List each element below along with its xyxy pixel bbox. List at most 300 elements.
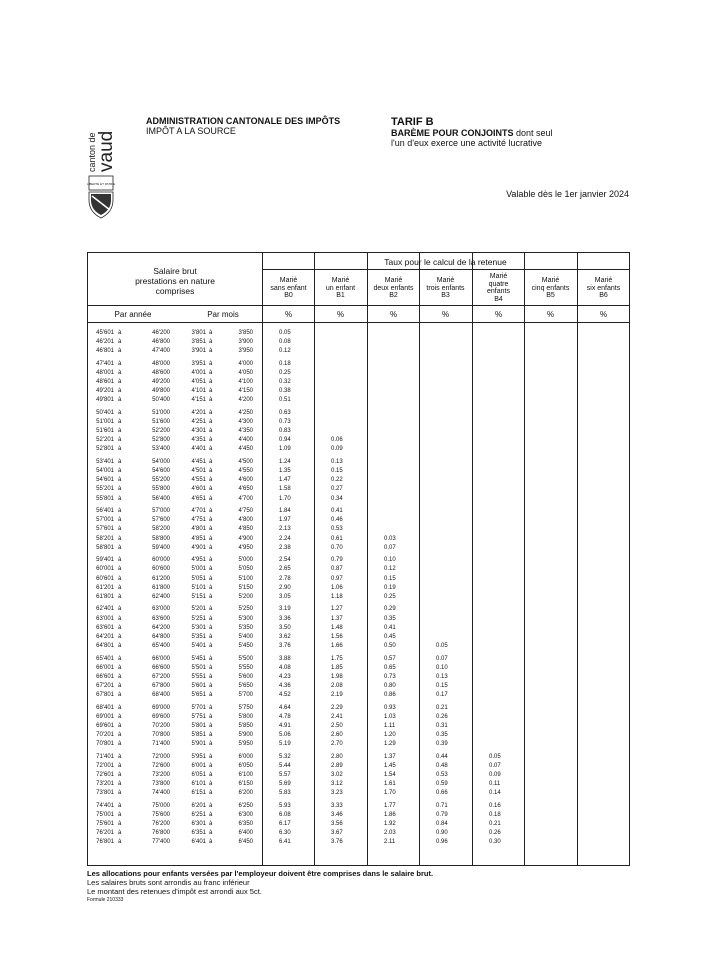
rate-cell-b0: 5.44 bbox=[279, 762, 291, 769]
table-row bbox=[88, 556, 629, 565]
monthly-salary-cell: 4'301 bbox=[191, 428, 206, 435]
column-header-line: Marié bbox=[279, 277, 298, 284]
monthly-salary-cell: 4'150 bbox=[238, 388, 253, 395]
rate-cell-b1: 0.13 bbox=[331, 459, 343, 466]
rate-cell-b4: 0.21 bbox=[489, 821, 501, 827]
table-row bbox=[88, 427, 629, 436]
range-separator: à bbox=[209, 633, 213, 640]
range-separator: à bbox=[118, 477, 122, 484]
table-row bbox=[88, 820, 629, 829]
table-row bbox=[88, 584, 629, 593]
annual-salary-cell: 73'201 bbox=[96, 781, 114, 787]
rate-cell-b3: 0.10 bbox=[436, 664, 448, 671]
annual-salary-cell: 54'001 bbox=[96, 468, 114, 475]
range-separator: à bbox=[209, 410, 213, 416]
annual-salary-cell: 55'201 bbox=[96, 486, 114, 493]
annual-salary-cell: 76'201 bbox=[96, 830, 114, 837]
column-header-line: cinq enfants bbox=[531, 284, 570, 292]
range-separator: à bbox=[118, 664, 122, 671]
annual-salary-cell: 46'800 bbox=[152, 339, 170, 346]
percent-header: % bbox=[599, 310, 608, 319]
rate-cell-b1: 2.89 bbox=[331, 762, 343, 769]
annual-salary-cell: 63'001 bbox=[96, 615, 114, 622]
table-row bbox=[88, 458, 629, 467]
rate-cell-b2: 1.45 bbox=[384, 762, 396, 769]
monthly-salary-cell: 4'451 bbox=[191, 459, 206, 466]
table-row bbox=[88, 347, 629, 356]
rate-cell-b0: 3.36 bbox=[279, 615, 291, 622]
annual-salary-cell: 75'000 bbox=[152, 802, 170, 809]
rate-cell-b0: 4.78 bbox=[279, 713, 291, 720]
annual-salary-cell: 67'201 bbox=[96, 682, 114, 689]
column-header-line: enfants bbox=[487, 288, 510, 295]
annual-salary-cell: 73'200 bbox=[152, 771, 170, 778]
annual-salary-cell: 63'000 bbox=[152, 606, 170, 613]
column-header-2 bbox=[367, 277, 420, 300]
rate-cell-b1: 0.09 bbox=[331, 446, 343, 453]
rate-cell-b3: 0.90 bbox=[436, 830, 448, 837]
annual-salary-cell: 57'001 bbox=[96, 517, 114, 524]
table-row bbox=[88, 445, 629, 454]
rate-cell-b0: 3.05 bbox=[279, 593, 291, 600]
column-header-3 bbox=[419, 277, 472, 300]
range-separator: à bbox=[118, 468, 122, 475]
annual-salary-cell: 73'801 bbox=[96, 790, 114, 797]
rate-cell-b1: 1.85 bbox=[331, 664, 343, 671]
range-separator: à bbox=[118, 691, 122, 698]
monthly-salary-cell: 4'851 bbox=[191, 535, 206, 542]
rate-cell-b2: 1.54 bbox=[384, 771, 396, 778]
footer-note-rounding-tax: Le montant des retenues d'impôt est arrondi aux 5ct. bbox=[87, 887, 262, 896]
annual-salary-cell: 58'200 bbox=[152, 526, 170, 533]
annual-salary-cell: 51'601 bbox=[96, 428, 114, 435]
range-separator: à bbox=[118, 517, 122, 524]
monthly-salary-cell: 3'850 bbox=[238, 330, 253, 336]
monthly-salary-cell: 5'500 bbox=[238, 655, 253, 662]
rate-cell-b0: 0.25 bbox=[279, 370, 291, 376]
annual-salary-cell: 64'801 bbox=[96, 642, 114, 649]
rate-cell-b2: 1.37 bbox=[384, 753, 396, 760]
range-separator: à bbox=[118, 821, 122, 827]
annual-salary-cell: 66'000 bbox=[152, 655, 170, 662]
range-separator: à bbox=[118, 722, 122, 729]
monthly-salary-cell: 4'601 bbox=[191, 486, 206, 493]
monthly-salary-cell: 5'151 bbox=[191, 593, 206, 600]
table-row bbox=[88, 691, 629, 700]
range-separator: à bbox=[209, 495, 213, 502]
range-separator: à bbox=[118, 330, 122, 336]
annual-salary-cell: 69'600 bbox=[152, 713, 170, 720]
annual-salary-cell: 58'201 bbox=[96, 535, 114, 542]
annual-salary-cell: 49'801 bbox=[96, 397, 114, 404]
table-row bbox=[88, 378, 629, 387]
annual-salary-cell: 65'400 bbox=[152, 642, 170, 649]
monthly-salary-cell: 3'901 bbox=[191, 348, 206, 355]
rate-cell-b1: 3.46 bbox=[331, 811, 343, 818]
range-separator: à bbox=[209, 370, 213, 376]
range-separator: à bbox=[118, 410, 122, 416]
annual-salary-cell: 57'000 bbox=[152, 508, 170, 515]
salary-header-line3: comprises bbox=[155, 286, 195, 296]
table-row bbox=[88, 624, 629, 633]
annual-salary-cell: 69'001 bbox=[96, 713, 114, 720]
column-header-line: quatre bbox=[488, 280, 509, 288]
logo-text-vaud: vaud bbox=[96, 130, 117, 172]
range-separator: à bbox=[209, 664, 213, 671]
annual-salary-cell: 60'001 bbox=[96, 566, 114, 573]
range-separator: à bbox=[209, 771, 213, 778]
range-separator: à bbox=[209, 584, 213, 591]
annual-salary-cell: 70'801 bbox=[96, 741, 114, 747]
monthly-salary-cell: 5'851 bbox=[191, 731, 206, 738]
monthly-salary-cell: 4'151 bbox=[191, 397, 206, 404]
rate-cell-b3: 0.05 bbox=[436, 642, 448, 649]
rate-cell-b1: 1.66 bbox=[331, 642, 343, 649]
monthly-salary-cell: 5'550 bbox=[238, 664, 253, 671]
annual-salary-cell: 58'801 bbox=[96, 544, 114, 551]
rate-cell-b1: 1.27 bbox=[331, 606, 343, 613]
monthly-salary-cell: 5'850 bbox=[238, 722, 253, 729]
rate-cell-b4: 0.05 bbox=[489, 753, 501, 760]
monthly-salary-cell: 4'350 bbox=[238, 428, 253, 435]
table-row bbox=[88, 771, 629, 780]
monthly-salary-cell: 5'100 bbox=[238, 575, 253, 582]
rate-cell-b2: 0.86 bbox=[384, 691, 396, 698]
rate-cell-b1: 2.41 bbox=[331, 713, 343, 720]
rate-cell-b0: 4.23 bbox=[279, 673, 291, 680]
annual-salary-cell: 48'600 bbox=[152, 370, 170, 376]
table-row bbox=[88, 753, 629, 762]
annual-salary-cell: 77'400 bbox=[152, 839, 170, 846]
monthly-salary-cell: 5'800 bbox=[238, 713, 253, 720]
column-header-line: un enfant bbox=[325, 284, 356, 292]
rate-cell-b0: 2.90 bbox=[279, 584, 291, 591]
monthly-salary-cell: 6'401 bbox=[191, 839, 206, 846]
range-separator: à bbox=[118, 495, 122, 502]
rate-cell-b3: 0.53 bbox=[436, 771, 448, 778]
rate-cell-b1: 2.50 bbox=[331, 722, 343, 729]
annual-salary-cell: 71'401 bbox=[96, 753, 114, 760]
range-separator: à bbox=[118, 802, 122, 809]
rate-cell-b0: 0.51 bbox=[279, 397, 291, 404]
table-row bbox=[88, 495, 629, 504]
range-separator: à bbox=[209, 781, 213, 787]
rate-cell-b0: 1.97 bbox=[279, 517, 291, 524]
rate-cell-b0: 2.78 bbox=[279, 575, 291, 582]
annual-salary-cell: 64'200 bbox=[152, 624, 170, 631]
annual-salary-cell: 57'600 bbox=[152, 517, 170, 524]
range-separator: à bbox=[209, 419, 213, 426]
annual-salary-cell: 67'200 bbox=[152, 673, 170, 680]
table-row bbox=[88, 575, 629, 584]
table-row bbox=[88, 476, 629, 485]
percent-header: % bbox=[441, 310, 450, 319]
annual-salary-cell: 51'600 bbox=[152, 419, 170, 426]
monthly-salary-cell: 6'101 bbox=[191, 781, 206, 787]
rate-cell-b2: 1.86 bbox=[384, 811, 396, 818]
rate-cell-b2: 0.10 bbox=[384, 557, 396, 564]
annual-salary-cell: 52'201 bbox=[96, 437, 114, 444]
range-separator: à bbox=[118, 762, 122, 769]
table-row bbox=[88, 360, 629, 369]
range-separator: à bbox=[209, 713, 213, 720]
monthly-salary-cell: 5'901 bbox=[191, 741, 206, 747]
range-separator: à bbox=[118, 388, 122, 395]
range-separator: à bbox=[118, 713, 122, 720]
range-separator: à bbox=[118, 397, 122, 404]
annual-salary-cell: 62'400 bbox=[152, 593, 170, 600]
range-separator: à bbox=[118, 508, 122, 515]
range-separator: à bbox=[209, 753, 213, 760]
range-separator: à bbox=[209, 673, 213, 680]
range-separator: à bbox=[118, 731, 122, 738]
monthly-salary-cell: 5'951 bbox=[191, 753, 206, 760]
monthly-salary-cell: 4'900 bbox=[238, 535, 253, 542]
rate-cell-b4: 0.09 bbox=[489, 771, 501, 778]
percent-header: % bbox=[546, 310, 555, 319]
rate-cell-b1: 2.80 bbox=[331, 753, 343, 760]
monthly-salary-cell: 4'101 bbox=[191, 388, 206, 395]
monthly-salary-cell: 6'300 bbox=[238, 811, 253, 818]
annual-salary-cell: 54'601 bbox=[96, 477, 114, 484]
annual-salary-cell: 66'001 bbox=[96, 664, 114, 671]
table-row bbox=[88, 409, 629, 418]
rate-cell-b0: 2.13 bbox=[279, 526, 291, 533]
table-row bbox=[88, 829, 629, 838]
annual-salary-cell: 57'601 bbox=[96, 526, 114, 533]
monthly-salary-cell: 5'000 bbox=[238, 557, 253, 564]
monthly-salary-cell: 4'901 bbox=[191, 544, 206, 551]
monthly-salary-cell: 4'051 bbox=[191, 379, 206, 386]
column-header-line: six enfants bbox=[586, 284, 621, 292]
annual-salary-cell: 64'800 bbox=[152, 633, 170, 640]
range-separator: à bbox=[209, 508, 213, 515]
rate-cell-b0: 5.93 bbox=[279, 802, 291, 809]
range-separator: à bbox=[209, 655, 213, 662]
monthly-salary-cell: 3'951 bbox=[191, 360, 206, 367]
table-row bbox=[88, 565, 629, 574]
monthly-salary-cell: 4'600 bbox=[238, 477, 253, 484]
range-separator: à bbox=[118, 633, 122, 640]
table-row bbox=[88, 682, 629, 691]
rate-cell-b0: 0.05 bbox=[279, 330, 291, 336]
annual-salary-cell: 51'001 bbox=[96, 419, 114, 426]
monthly-salary-cell: 4'201 bbox=[191, 410, 206, 416]
rate-cell-b4: 0.14 bbox=[489, 790, 501, 797]
monthly-salary-cell: 4'550 bbox=[238, 468, 253, 475]
monthly-salary-cell: 6'351 bbox=[191, 830, 206, 837]
range-separator: à bbox=[209, 830, 213, 837]
column-header-line: sans enfant bbox=[270, 284, 307, 292]
rate-cell-b1: 3.56 bbox=[331, 821, 343, 827]
range-separator: à bbox=[118, 419, 122, 426]
tarif-subtitle-bold: BARÈME POUR CONJOINTS bbox=[391, 128, 514, 138]
range-separator: à bbox=[209, 477, 213, 484]
rate-cell-b3: 0.21 bbox=[436, 704, 448, 711]
rate-cell-b4: 0.18 bbox=[489, 811, 501, 818]
rate-cell-b0: 3.62 bbox=[279, 633, 291, 640]
rate-cell-b2: 0.80 bbox=[384, 682, 396, 689]
range-separator: à bbox=[118, 526, 122, 533]
annual-salary-cell: 56'401 bbox=[96, 508, 114, 515]
range-separator: à bbox=[118, 781, 122, 787]
column-header-1 bbox=[314, 277, 367, 300]
annual-salary-cell: 59'401 bbox=[96, 557, 114, 564]
rate-cell-b2: 1.70 bbox=[384, 790, 396, 797]
rate-cell-b1: 0.22 bbox=[331, 477, 343, 484]
table-row bbox=[88, 673, 629, 682]
range-separator: à bbox=[118, 360, 122, 367]
range-separator: à bbox=[209, 468, 213, 475]
column-header-line: B1 bbox=[336, 292, 345, 299]
monthly-salary-cell: 3'950 bbox=[238, 348, 253, 355]
range-separator: à bbox=[209, 397, 213, 404]
rate-cell-b1: 3.12 bbox=[331, 781, 343, 787]
monthly-salary-cell: 5'001 bbox=[191, 566, 206, 573]
annual-salary-cell: 69'000 bbox=[152, 704, 170, 711]
range-separator: à bbox=[118, 606, 122, 613]
rate-cell-b2: 0.45 bbox=[384, 633, 396, 640]
monthly-salary-cell: 5'701 bbox=[191, 704, 206, 711]
rate-cell-b1: 1.06 bbox=[331, 584, 343, 591]
monthly-salary-cell: 5'650 bbox=[238, 682, 253, 689]
monthly-salary-cell: 4'501 bbox=[191, 468, 206, 475]
monthly-salary-cell: 6'251 bbox=[191, 811, 206, 818]
table-row bbox=[88, 655, 629, 664]
rate-cell-b0: 6.30 bbox=[279, 830, 291, 837]
range-separator: à bbox=[118, 642, 122, 649]
range-separator: à bbox=[118, 673, 122, 680]
rate-cell-b3: 0.44 bbox=[436, 753, 448, 760]
rate-cell-b3: 0.79 bbox=[436, 811, 448, 818]
range-separator: à bbox=[209, 330, 213, 336]
footer-notes bbox=[87, 869, 433, 905]
table-row bbox=[88, 535, 629, 544]
monthly-salary-cell: 4'001 bbox=[191, 370, 206, 376]
rate-cell-b2: 0.73 bbox=[384, 673, 396, 680]
table-row bbox=[88, 740, 629, 749]
monthly-salary-cell: 4'000 bbox=[238, 360, 253, 367]
range-separator: à bbox=[209, 731, 213, 738]
annual-salary-cell: 76'200 bbox=[152, 821, 170, 827]
rate-cell-b0: 6.41 bbox=[279, 839, 291, 846]
table-row bbox=[88, 722, 629, 731]
rate-cell-b1: 0.79 bbox=[331, 557, 343, 564]
monthly-salary-cell: 5'751 bbox=[191, 713, 206, 720]
range-separator: à bbox=[118, 575, 122, 582]
monthly-salary-cell: 6'051 bbox=[191, 771, 206, 778]
annual-salary-cell: 61'801 bbox=[96, 593, 114, 600]
salary-header bbox=[88, 266, 262, 296]
rate-cell-b0: 5.32 bbox=[279, 753, 291, 760]
range-separator: à bbox=[209, 691, 213, 698]
table-row bbox=[88, 633, 629, 642]
rate-cell-b1: 0.06 bbox=[331, 437, 343, 444]
rate-cell-b4: 0.26 bbox=[489, 830, 501, 837]
rate-cell-b3: 0.39 bbox=[436, 741, 448, 747]
annual-salary-cell: 53'400 bbox=[152, 446, 170, 453]
rate-cell-b0: 2.24 bbox=[279, 535, 291, 542]
annual-salary-cell: 72'600 bbox=[152, 762, 170, 769]
table-row bbox=[88, 593, 629, 602]
rate-cell-b0: 0.94 bbox=[279, 437, 291, 444]
column-header-line: Marié bbox=[541, 277, 560, 284]
range-separator: à bbox=[118, 830, 122, 837]
annual-salary-cell: 65'401 bbox=[96, 655, 114, 662]
range-separator: à bbox=[209, 821, 213, 827]
monthly-salary-cell: 5'351 bbox=[191, 633, 206, 640]
monthly-salary-cell: 5'451 bbox=[191, 655, 206, 662]
annual-salary-cell: 55'801 bbox=[96, 495, 114, 502]
range-separator: à bbox=[209, 557, 213, 564]
tarif-subtitle bbox=[391, 128, 553, 138]
monthly-salary-cell: 5'401 bbox=[191, 642, 206, 649]
annual-salary-cell: 51'000 bbox=[152, 410, 170, 416]
range-separator: à bbox=[209, 544, 213, 551]
monthly-salary-cell: 3'900 bbox=[238, 339, 253, 346]
range-separator: à bbox=[209, 428, 213, 435]
rate-cell-b3: 0.35 bbox=[436, 731, 448, 738]
rate-cell-b1: 0.70 bbox=[331, 544, 343, 551]
table-row bbox=[88, 329, 629, 338]
range-separator: à bbox=[118, 790, 122, 797]
rate-cell-b2: 0.07 bbox=[384, 544, 396, 551]
monthly-salary-cell: 4'651 bbox=[191, 495, 206, 502]
monthly-salary-cell: 5'101 bbox=[191, 584, 206, 591]
rate-cell-b0: 0.73 bbox=[279, 419, 291, 426]
monthly-salary-cell: 5'251 bbox=[191, 615, 206, 622]
range-separator: à bbox=[118, 615, 122, 622]
annual-salary-cell: 68'401 bbox=[96, 704, 114, 711]
annual-salary-cell: 53'401 bbox=[96, 459, 114, 466]
rate-cell-b1: 1.18 bbox=[331, 593, 343, 600]
percent-header: % bbox=[284, 310, 293, 319]
rate-cell-b2: 1.29 bbox=[384, 741, 396, 747]
monthly-salary-cell: 6'150 bbox=[238, 781, 253, 787]
monthly-salary-cell: 4'751 bbox=[191, 517, 206, 524]
annual-salary-cell: 68'400 bbox=[152, 691, 170, 698]
annual-salary-cell: 72'601 bbox=[96, 771, 114, 778]
monthly-salary-cell: 5'300 bbox=[238, 615, 253, 622]
monthly-salary-cell: 4'800 bbox=[238, 517, 253, 524]
annual-salary-cell: 72'000 bbox=[152, 753, 170, 760]
range-separator: à bbox=[118, 839, 122, 846]
table-row bbox=[88, 418, 629, 427]
range-separator: à bbox=[209, 517, 213, 524]
annual-salary-cell: 47'400 bbox=[152, 348, 170, 355]
rate-cell-b4: 0.30 bbox=[489, 839, 501, 846]
rate-cell-b1: 3.67 bbox=[331, 830, 343, 837]
rate-cell-b1: 3.76 bbox=[331, 839, 343, 846]
rate-cell-b4: 0.16 bbox=[489, 802, 501, 809]
rate-cell-b1: 0.46 bbox=[331, 517, 343, 524]
monthly-salary-cell: 4'551 bbox=[191, 477, 206, 484]
monthly-salary-cell: 5'250 bbox=[238, 606, 253, 613]
annual-salary-cell: 54'600 bbox=[152, 468, 170, 475]
monthly-salary-cell: 5'551 bbox=[191, 673, 206, 680]
range-separator: à bbox=[118, 437, 122, 444]
range-separator: à bbox=[209, 762, 213, 769]
table-row bbox=[88, 507, 629, 516]
rate-cell-b0: 0.32 bbox=[279, 379, 291, 386]
rate-cell-b4: 0.11 bbox=[489, 781, 501, 787]
monthly-salary-cell: 5'400 bbox=[238, 633, 253, 640]
range-separator: à bbox=[209, 526, 213, 533]
range-separator: à bbox=[118, 428, 122, 435]
range-separator: à bbox=[209, 811, 213, 818]
range-separator: à bbox=[209, 379, 213, 386]
annual-salary-cell: 76'800 bbox=[152, 830, 170, 837]
